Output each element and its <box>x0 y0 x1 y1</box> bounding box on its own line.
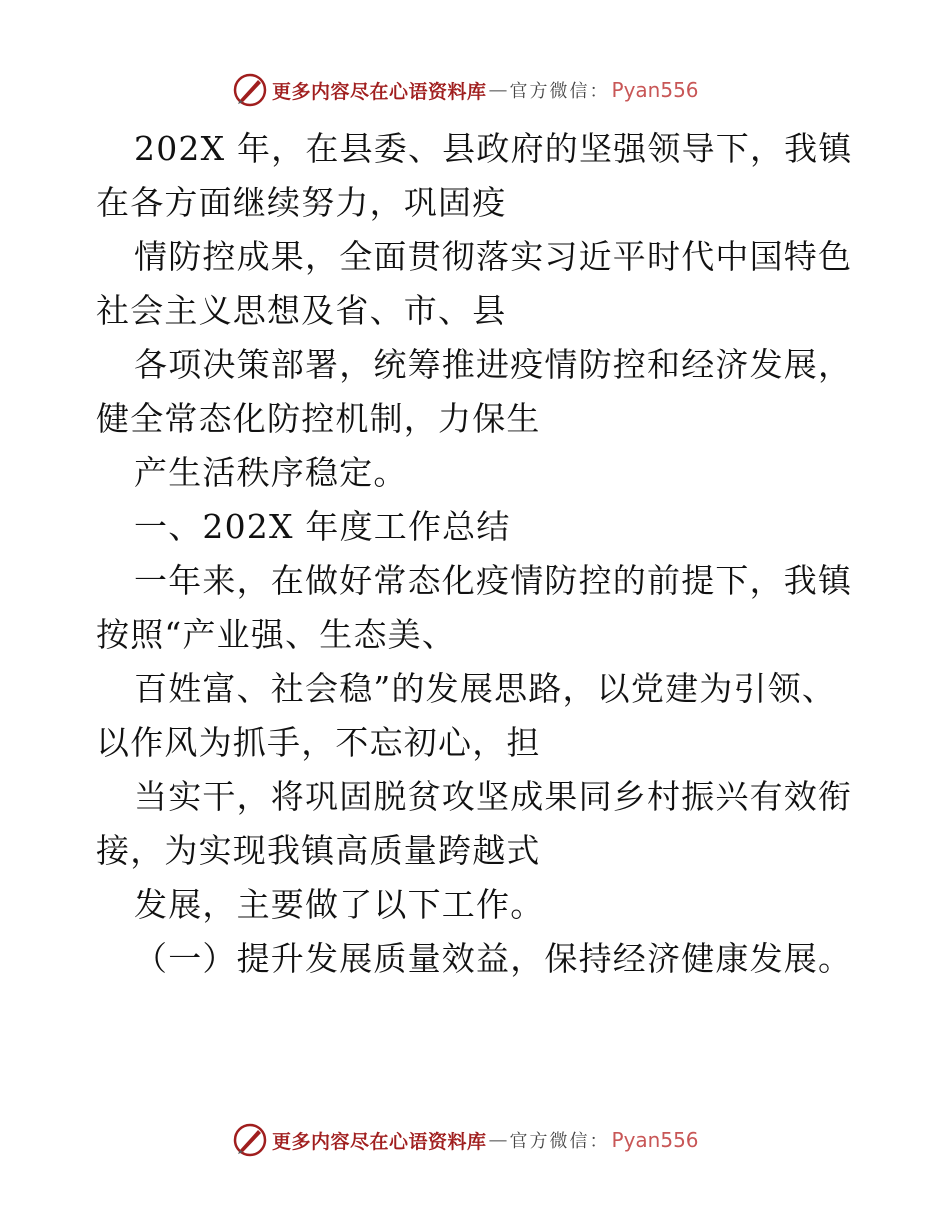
wechat-id: Pyan556 <box>611 78 699 102</box>
text-line: 健全常态化防控机制，力保生 <box>96 399 541 438</box>
text-line: 产生活秩序稳定。 <box>134 453 408 492</box>
section-heading: 一、202X 年度工作总结 <box>134 507 511 546</box>
text-line: 发展，主要做了以下工作。 <box>134 885 545 924</box>
header-banner <box>232 72 699 108</box>
banner-separator: — <box>488 1129 508 1151</box>
text-line: 社会主义思想及省、市、县 <box>96 291 507 330</box>
text-line: 按照“产业强、生态美、 <box>96 615 457 654</box>
wechat-id: Pyan556 <box>611 1128 699 1152</box>
text-line: 202X 年，在县委、县政府的坚强领导下，我镇 <box>134 129 853 168</box>
text-line: 一年来，在做好常态化疫情防控的前提下，我镇 <box>134 561 853 600</box>
document-body <box>96 122 876 986</box>
quill-pen-logo-icon <box>232 1122 268 1158</box>
subsection-heading: （一）提升发展质量效益，保持经济健康发展。 <box>134 939 853 978</box>
banner-separator: — <box>488 79 508 101</box>
footer-banner <box>232 1122 699 1158</box>
text-line: 以作风为抓手，不忘初心，担 <box>96 723 541 762</box>
site-name-text: 更多内容尽在心语资料库 <box>272 1130 487 1153</box>
text-line: 各项决策部署，统筹推进疫情防控和经济发展， <box>134 345 853 384</box>
wechat-label: 官方微信： <box>509 1131 610 1152</box>
quill-pen-logo-icon <box>232 72 268 108</box>
site-name-text: 更多内容尽在心语资料库 <box>272 80 487 103</box>
text-line: 接，为实现我镇高质量跨越式 <box>96 831 541 870</box>
text-line: 在各方面继续努力，巩固疫 <box>96 183 507 222</box>
text-line: 情防控成果，全面贯彻落实习近平时代中国特色 <box>134 237 853 276</box>
text-line: 当实干，将巩固脱贫攻坚成果同乡村振兴有效衔 <box>134 777 853 816</box>
wechat-label: 官方微信： <box>509 81 610 102</box>
text-line: 百姓富、社会稳”的发展思路，以党建为引领、 <box>134 669 837 708</box>
